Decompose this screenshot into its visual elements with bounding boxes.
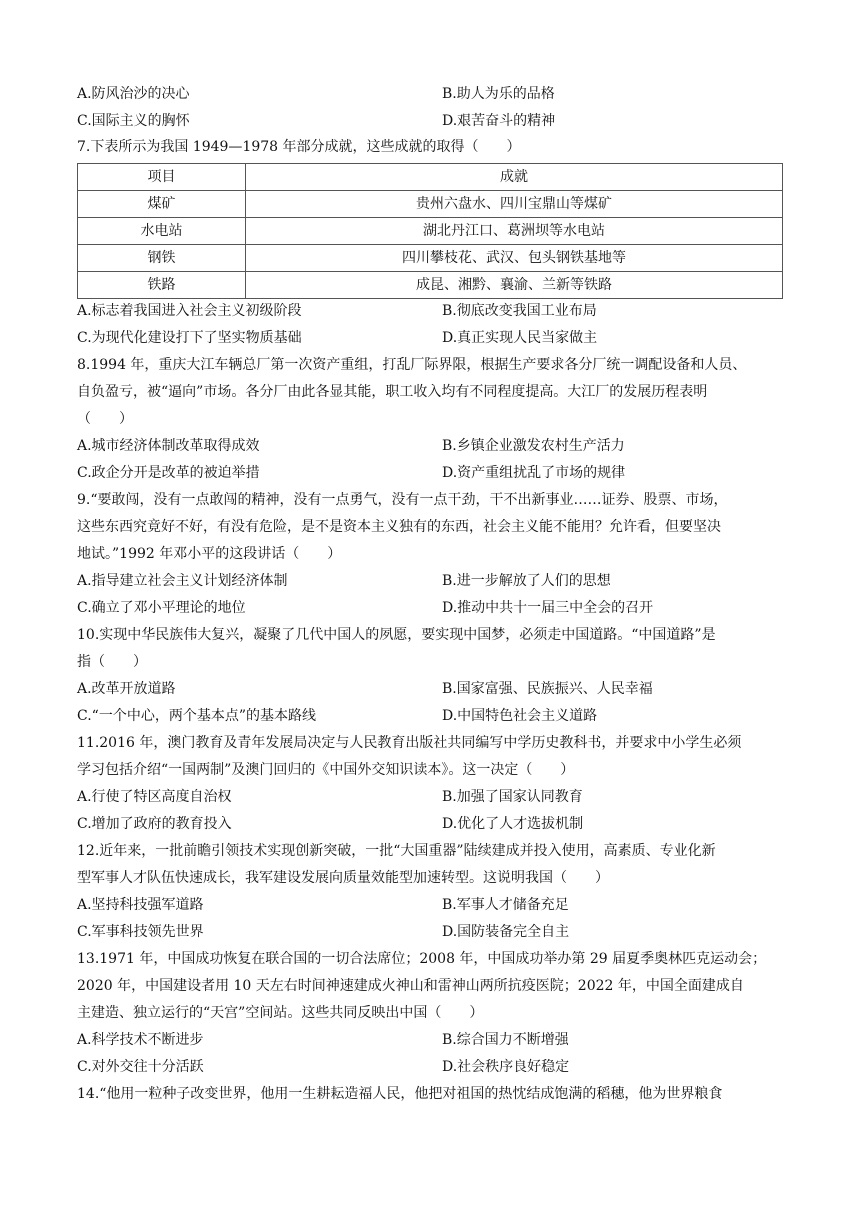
q13-option-d: D.社会秩序良好稳定 [442, 1059, 570, 1075]
q11-option-c: C.增加了政府的教育投入 [77, 816, 232, 832]
q11-option-a: A.行使了特区高度自治权 [77, 789, 232, 805]
q8-stem-line: 8.1994 年，重庆大江车辆总厂第一次资产重组，打乱厂际界限，根据生产要求各分厂统一调配设备和人员、 [77, 357, 747, 373]
q12-option-b: B.军事人才储备充足 [442, 897, 569, 913]
q8-stem-line: （ ） [77, 411, 133, 427]
q6-option-a: A.防风治沙的决心 [77, 86, 190, 102]
q8-option-a: A.城市经济体制改革取得成效 [77, 438, 260, 454]
table-cell: 贵州六盘水、四川宝鼎山等煤矿 [246, 191, 783, 218]
table-header-cell: 项目 [78, 164, 246, 191]
q7-option-a: A.标志着我国进入社会主义初级阶段 [77, 303, 302, 319]
q6-option-b: B.助人为乐的品格 [442, 86, 555, 102]
q8-option-d: D.资产重组扰乱了市场的规律 [442, 465, 626, 481]
q13-option-b: B.综合国力不断增强 [442, 1032, 569, 1048]
q8-stem-line: 自负盈亏，被“逼向”市场。各分厂由此各显其能，职工收入均有不同程度提高。大江厂的发展历程表明 [77, 384, 708, 400]
q8-option-b: B.乡镇企业激发农村生产活力 [442, 438, 625, 454]
table-cell: 钢铁 [78, 245, 246, 272]
table-row [78, 191, 783, 218]
q7-option-d: D.真正实现人民当家做主 [442, 330, 598, 346]
table-cell: 湖北丹江口、葛洲坝等水电站 [246, 218, 783, 245]
q11-stem-line: 学习包括介绍“一国两制”及澳门回归的《中国外交知识读本》。这一决定（ ） [77, 762, 575, 778]
table-row [78, 218, 783, 245]
q12-option-a: A.坚持科技强军道路 [77, 897, 204, 913]
q11-option-b: B.加强了国家认同教育 [442, 789, 583, 805]
q13-option-a: A.科学技术不断进步 [77, 1032, 204, 1048]
q12-stem-line: 12.近年来，一批前瞻引领技术实现创新突破，一批“大国重器”陆续建成并投入使用，高素质、专业化新 [77, 843, 716, 859]
table-cell: 成昆、湘黔、襄渝、兰新等铁路 [246, 272, 783, 299]
q10-option-b: B.国家富强、民族振兴、人民幸福 [442, 681, 653, 697]
q13-stem-line: 13.1971 年，中国成功恢复在联合国的一切合法席位；2008 年，中国成功举办第 29 届夏季奥林匹克运动会； [77, 951, 767, 967]
q11-stem-line: 11.2016 年，澳门教育及青年发展局决定与人民教育出版社共同编写中学历史教科书，并要求中小学生必须 [77, 735, 742, 751]
q13-option-c: C.对外交往十分活跃 [77, 1059, 204, 1075]
q6-option-d: D.艰苦奋斗的精神 [442, 113, 556, 129]
q8-option-c: C.政企分开是改革的被迫举措 [77, 465, 260, 481]
q9-stem-line: 9.“要敢闯，没有一点敢闯的精神，没有一点勇气，没有一点干劲，干不出新事业……证券、股票、市场， [77, 492, 728, 508]
table-cell: 水电站 [78, 218, 246, 245]
q7-option-b: B.彻底改变我国工业布局 [442, 303, 597, 319]
q6-option-c: C.国际主义的胸怀 [77, 113, 190, 129]
q14-stem-line: 14.“他用一粒种子改变世界，他用一生耕耘造福人民，他把对祖国的热忱结成饱满的稻穗，他为世界粮食 [77, 1086, 723, 1102]
q7-option-c: C.为现代化建设打下了坚实物质基础 [77, 330, 302, 346]
q9-option-b: B.进一步解放了人们的思想 [442, 573, 611, 589]
q12-option-d: D.国防装备完全自主 [442, 924, 570, 940]
table-row [78, 245, 783, 272]
table-cell: 煤矿 [78, 191, 246, 218]
q12-option-c: C.军事科技领先世界 [77, 924, 204, 940]
table-header-cell: 成就 [246, 164, 783, 191]
table-header-row [78, 164, 783, 191]
q9-option-c: C.确立了邓小平理论的地位 [77, 600, 246, 616]
q10-stem-line: 10.实现中华民族伟大复兴，凝聚了几代中国人的夙愿，要实现中国梦，必须走中国道路。“中国道路”是 [77, 627, 716, 643]
q9-option-a: A.指导建立社会主义计划经济体制 [77, 573, 288, 589]
q9-option-d: D.推动中共十一届三中全会的召开 [442, 600, 654, 616]
q12-stem-line: 型军事人才队伍快速成长，我军建设发展向质量效能型加速转型。这说明我国（ ） [77, 870, 609, 886]
q7-achievements-table [77, 163, 783, 299]
q10-option-a: A.改革开放道路 [77, 681, 176, 697]
q10-option-d: D.中国特色社会主义道路 [442, 708, 598, 724]
table-row [78, 272, 783, 299]
q11-option-d: D.优化了人才选拔机制 [442, 816, 584, 832]
q7-stem: 7.下表所示为我国 1949—1978 年部分成就，这些成就的取得（ ） [77, 139, 521, 155]
q9-stem-line: 地试。”1992 年邓小平的这段讲话（ ） [77, 546, 342, 562]
q13-stem-line: 主建造、独立运行的“天宫”空间站。这些共同反映出中国（ ） [77, 1005, 484, 1021]
q13-stem-line: 2020 年，中国建设者用 10 天左右时间神速建成火神山和雷神山两所抗疫医院；2022 年，中国全面建成自 [77, 978, 744, 994]
q10-option-c: C.“一个中心，两个基本点”的基本路线 [77, 708, 316, 724]
table-cell: 铁路 [78, 272, 246, 299]
table-cell: 四川攀枝花、武汉、包头钢铁基地等 [246, 245, 783, 272]
q10-stem-line: 指（ ） [77, 654, 147, 670]
q9-stem-line: 这些东西究竟好不好，有没有危险，是不是资本主义独有的东西，社会主义能不能用？允许看，但要坚决 [77, 519, 721, 535]
